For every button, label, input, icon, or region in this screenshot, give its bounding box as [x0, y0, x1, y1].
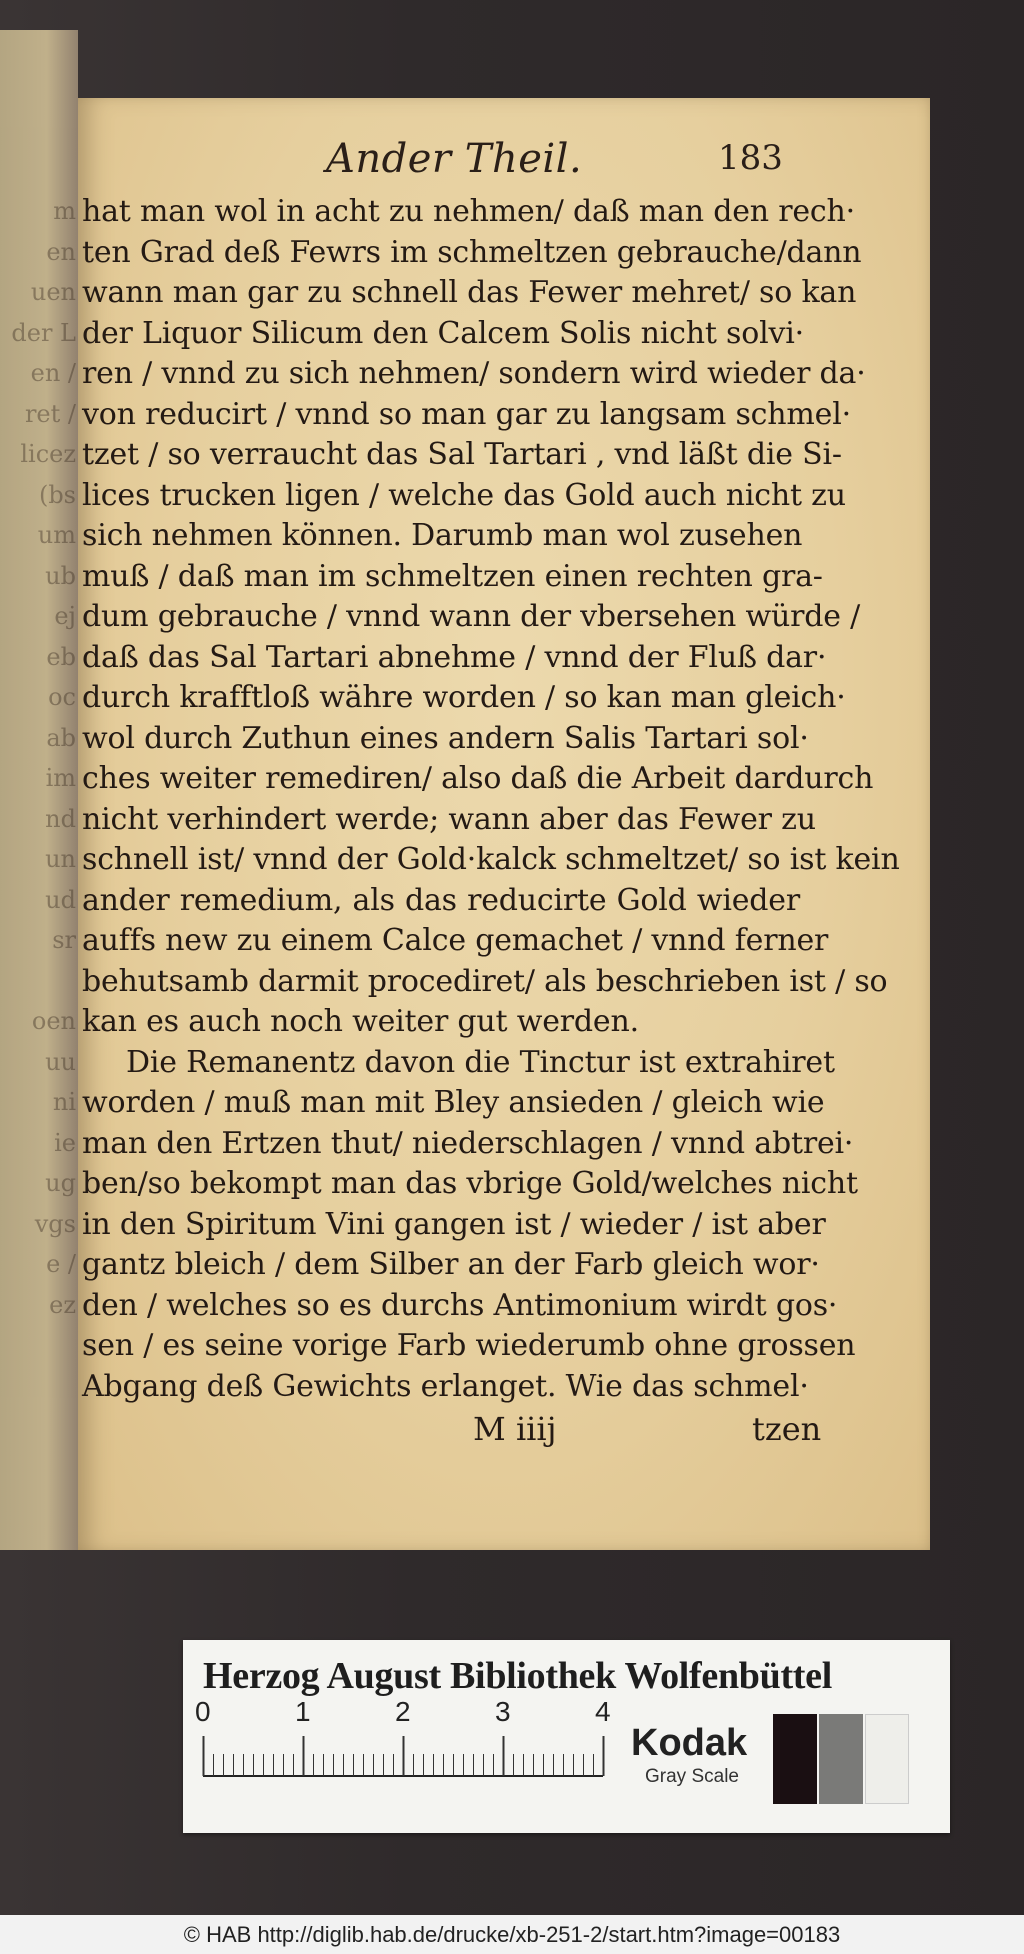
- text-line: worden / muß man mit Bley ansieden / gleich wie: [82, 1085, 825, 1120]
- text-line: wol durch Zuthun eines andern Salis Tartari sol·: [82, 720, 809, 756]
- facing-page-fragment: um: [37, 521, 76, 549]
- text-line: tzet / so verraucht das Sal Tartari , vnd läßt die Si-: [82, 437, 842, 472]
- kodak-logo: Kodak: [631, 1722, 748, 1764]
- facing-page-fragment: ret /: [24, 399, 76, 428]
- text-line: auffs new zu einem Calce gemachet / vnnd ferner: [82, 923, 829, 958]
- text-line: dum gebrauche / vnnd wann der vbersehen würde /: [82, 599, 861, 634]
- swatch-dark: [773, 1714, 817, 1804]
- ruler-label: 2: [395, 1696, 411, 1727]
- facing-page-fragment: en /: [30, 359, 76, 387]
- facing-page-fragment: sr: [52, 926, 76, 954]
- facing-page-fragment: ab: [46, 723, 76, 752]
- text-line: sen / es seine vorige Farb wiederumb ohne grossen: [82, 1328, 856, 1363]
- text-line: man den Ertzen thut/ niederschlagen / vnnd abtrei·: [82, 1125, 854, 1161]
- facing-page-fragment: oen: [31, 1007, 76, 1035]
- facing-page-fragment: e /: [46, 1250, 76, 1278]
- facing-page-fragment: ug: [45, 1169, 76, 1197]
- text-line: ben/so bekompt man das vbrige Gold/welches nicht: [82, 1166, 858, 1201]
- facing-page-fragment: eb: [46, 642, 76, 671]
- text-line: behutsamb darmit procediret/ als beschrieben ist / so: [82, 963, 888, 999]
- page-number: 183: [718, 138, 783, 178]
- facing-page-edge: [0, 30, 78, 1550]
- facing-page-fragment: ej: [54, 602, 76, 630]
- text-line: Die Remanentz davon die Tinctur ist extrahiret: [126, 1044, 835, 1080]
- color-target-card: [183, 1640, 950, 1833]
- facing-page-fragment: ni: [52, 1088, 76, 1116]
- book-page: [78, 98, 930, 1550]
- facing-page-fragment: uu: [45, 1047, 76, 1076]
- text-line: ander remedium, als das reducirte Gold wieder: [82, 882, 800, 918]
- library-name: Herzog August Bibliothek Wolfenbüttel: [203, 1655, 832, 1697]
- text-line: in den Spiritum Vini gangen ist / wieder / ist aber: [82, 1206, 826, 1242]
- text-line: muß / daß man im schmeltzen einen rechten gra-: [82, 558, 823, 594]
- text-line: gantz bleich / dem Silber an der Farb gleich wor·: [82, 1247, 820, 1282]
- facing-page-fragment: licez: [20, 440, 76, 468]
- ruler-label: 4: [595, 1696, 611, 1727]
- swatch-mid: [819, 1714, 863, 1804]
- signature-mark: M iiij: [473, 1410, 557, 1448]
- gray-scale-label: Gray Scale: [645, 1766, 739, 1787]
- facing-page-fragment: oc: [48, 683, 76, 711]
- text-line: sich nehmen können. Darumb man wol zusehen: [82, 518, 803, 553]
- facing-page-fragment: m: [53, 197, 76, 225]
- swatch-light: [865, 1714, 909, 1804]
- text-line: durch krafftloß währe worden / so kan man gleich·: [82, 680, 846, 715]
- facing-page-fragment: vgs: [34, 1209, 76, 1238]
- facing-page-fragment: (bs: [38, 480, 76, 509]
- ruler-label: 0: [195, 1696, 211, 1727]
- facing-page-fragment: nd: [45, 804, 76, 833]
- text-line: kan es auch noch weiter gut werden.: [82, 1004, 639, 1039]
- text-line: ten Grad deß Fewrs im schmeltzen gebrauche/dann: [82, 234, 862, 270]
- ruler-label: 1: [295, 1696, 311, 1727]
- text-line: hat man wol in acht zu nehmen/ daß man den rech·: [82, 194, 855, 229]
- page-header: [78, 136, 930, 186]
- text-line: den / welches so es durchs Antimonium wirdt gos·: [82, 1287, 838, 1323]
- text-line: ches weiter remediren/ also daß die Arbeit dardurch: [82, 761, 874, 796]
- facing-page-fragment: ud: [45, 885, 76, 914]
- text-line: Abgang deß Gewichts erlanget. Wie das schmel·: [82, 1368, 809, 1404]
- facing-page-fragment: ie: [54, 1128, 76, 1157]
- text-line: der Liquor Silicum den Calcem Solis nicht solvi·: [82, 315, 804, 351]
- running-title: Ander Theil.: [326, 136, 583, 182]
- signature-line: [78, 1410, 930, 1454]
- facing-page-fragment: uen: [30, 278, 76, 306]
- text-line: schnell ist/ vnnd der Gold·kalck schmeltzet/ so ist kein: [82, 842, 900, 877]
- scale-ruler: [203, 1728, 623, 1818]
- facing-page-fragment: en: [46, 237, 76, 266]
- facing-page-fragment: der L: [11, 318, 76, 347]
- facing-page-fragment: [2, 970, 76, 992]
- facing-page-fragment: im: [45, 764, 76, 792]
- facing-page-fragment: ub: [45, 561, 76, 590]
- text-line: nicht verhindert werde; wann aber das Fewer zu: [82, 801, 816, 837]
- copyright-footer: © HAB http://diglib.hab.de/drucke/xb-251-2/start.htm?image=00183: [0, 1915, 1024, 1954]
- body-text: [82, 192, 900, 1407]
- facing-page-fragment: un: [45, 845, 76, 873]
- text-line: daß das Sal Tartari abnehme / vnnd der Fluß dar·: [82, 639, 827, 675]
- facing-page-fragment: ez: [49, 1290, 76, 1319]
- text-line: von reducirt / vnnd so man gar zu langsam schmel·: [82, 396, 851, 432]
- text-line: ren / vnnd zu sich nehmen/ sondern wird wieder da·: [82, 356, 866, 391]
- ruler-label: 3: [495, 1696, 511, 1727]
- text-line: lices trucken ligen / welche das Gold auch nicht zu: [82, 477, 846, 513]
- text-line: wann man gar zu schnell das Fewer mehret/ so kan: [82, 275, 857, 310]
- catchword: tzen: [752, 1410, 822, 1448]
